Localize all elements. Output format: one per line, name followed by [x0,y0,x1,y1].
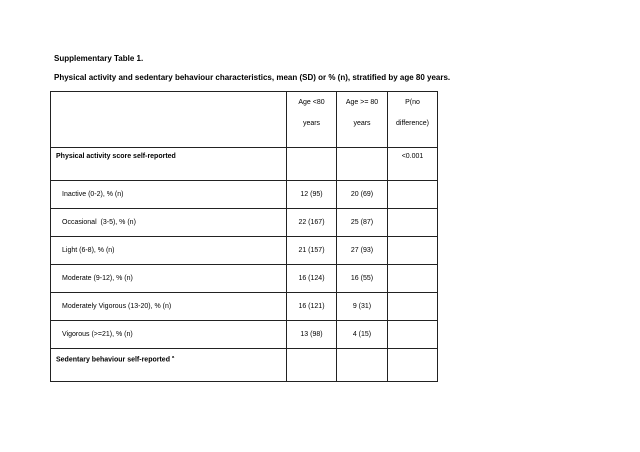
header-age-80-plus [337,92,388,148]
cell-age-under-80: 12 (95) [287,181,337,209]
cell-p-value [388,293,438,321]
cell-age-under-80: 16 (121) [287,293,337,321]
row-label: Inactive (0-2), % (n) [51,181,287,209]
table-row [51,321,438,349]
table-cell [388,349,438,382]
section-row-physical-activity [51,148,438,181]
table-title: Supplementary Table 1. [54,54,144,63]
cell-age-80-plus: 16 (55) [337,265,388,293]
row-label: Moderately Vigorous (13-20), % (n) [51,293,287,321]
cell-age-80-plus: 9 (31) [337,293,388,321]
header-p-value [388,92,438,148]
cell-age-under-80: 21 (157) [287,237,337,265]
table-cell [337,349,388,382]
cell-p-value [388,181,438,209]
cell-age-80-plus: 20 (69) [337,181,388,209]
cell-age-80-plus: 27 (93) [337,237,388,265]
table-header-row [51,92,438,148]
header-age-under-80 [287,92,337,148]
cell-p-value [388,321,438,349]
table-cell [337,148,388,181]
table-row [51,237,438,265]
table-row [51,265,438,293]
p-value-cell: <0.001 [388,148,438,181]
header-line: Age <80 [298,99,325,106]
section-label: Sedentary behaviour self-reported [56,356,170,364]
section-label-cell [51,349,287,382]
header-blank-cell [51,92,287,148]
header-line: P(no [405,99,420,106]
section-row-sedentary [51,349,438,382]
header-line: years [302,120,321,127]
cell-age-80-plus: 25 (87) [337,209,388,237]
cell-p-value [388,265,438,293]
supplementary-table [50,91,438,382]
table-cell [287,148,337,181]
row-label: Light (6-8), % (n) [51,237,287,265]
cell-age-80-plus: 4 (15) [337,321,388,349]
cell-age-under-80: 16 (124) [287,265,337,293]
cell-p-value [388,237,438,265]
header-line: Age >= 80 [345,99,379,106]
table-row [51,209,438,237]
header-line: years [353,120,371,127]
section-label: Physical activity score self-reported [51,148,287,181]
cell-age-under-80: 13 (98) [287,321,337,349]
table-row [51,293,438,321]
table-subtitle: Physical activity and sedentary behaviour characteristics, mean (SD) or % (n), stratified by age 80 years. [54,73,451,82]
footnote-marker: a [171,354,175,359]
cell-age-under-80: 22 (167) [287,209,337,237]
row-label: Occasional (3-5), % (n) [51,209,287,237]
row-label: Moderate (9-12), % (n) [51,265,287,293]
row-label: Vigorous (>=21), % (n) [51,321,287,349]
cell-p-value [388,209,438,237]
table-cell [287,349,337,382]
table-row [51,181,438,209]
header-line: difference) [396,120,429,127]
